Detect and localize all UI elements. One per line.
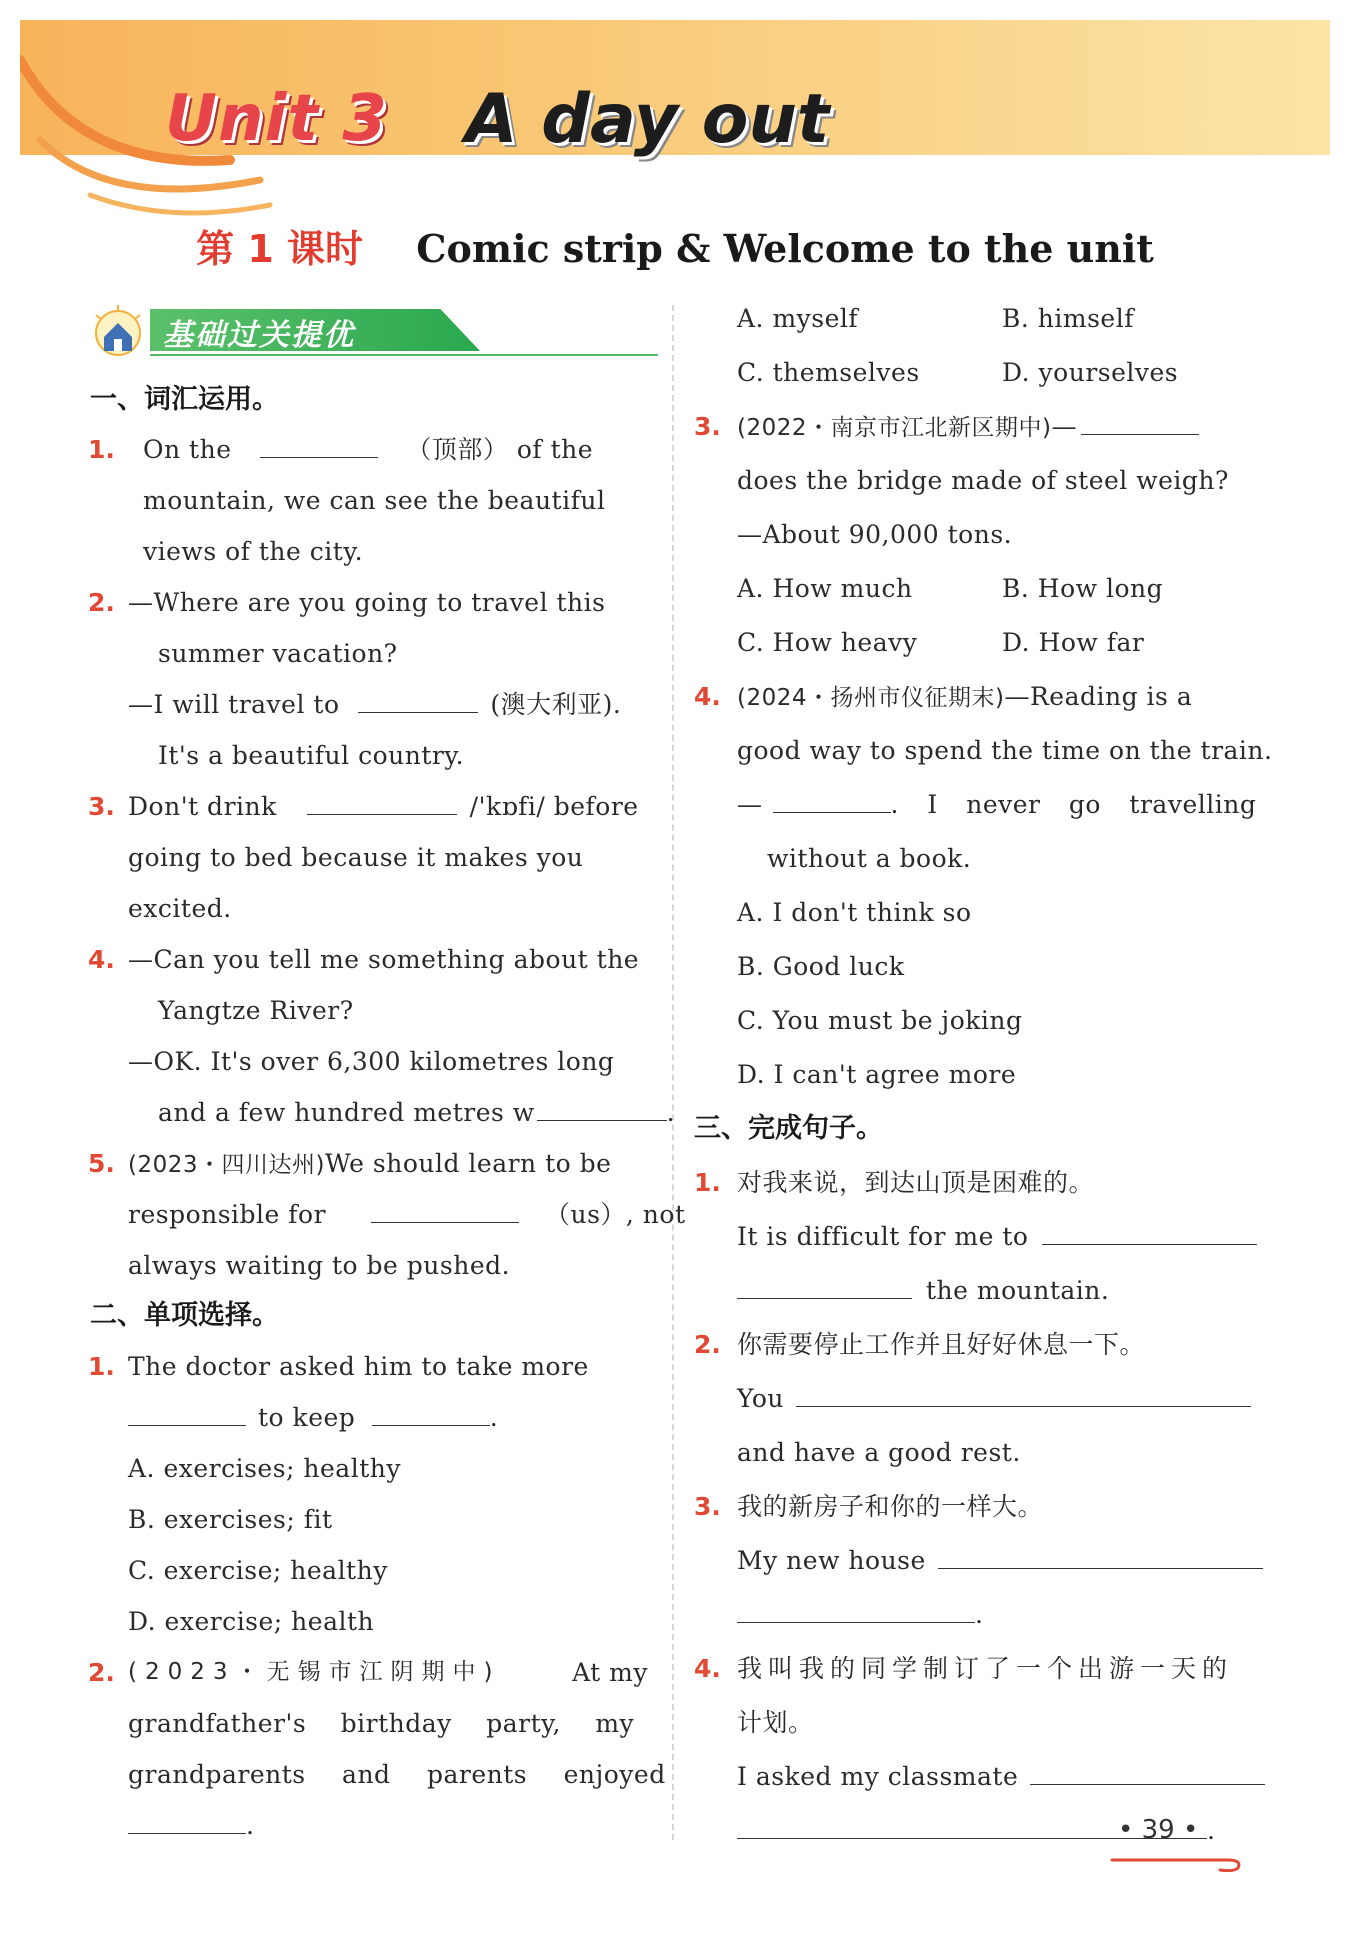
option-c[interactable]: C. themselves [737,358,920,387]
question-line: —About 90,000 tons. [737,520,1013,549]
option-a[interactable]: A. I don't think so [737,898,972,927]
question-line: excited. [128,894,232,923]
question-line [128,1647,648,1698]
answer-blank[interactable] [1042,1214,1257,1245]
question-line: grandparents and parents enjoyed [128,1760,666,1789]
question-line: always waiting to be pushed. [128,1251,511,1280]
question-number: 4. [694,682,721,711]
question-line [737,779,1256,830]
section-2-title: 二、单项选择。 [90,1300,279,1331]
option-a[interactable]: A. How much [737,574,913,603]
right-column [672,0,1350,1946]
question-line: without a book. [767,844,972,873]
question-line: and have a good rest. [737,1438,1021,1467]
unit-label: Unit 3 [165,82,388,156]
question-line: It's a beautiful country. [158,741,465,770]
text: It is difficult for me to [737,1222,1029,1251]
question-line: mountain, we can see the beautiful [143,486,606,515]
text: We should learn to be [324,1149,612,1178]
text: responsible for [128,1200,327,1229]
question-line: —Where are you going to travel this [128,588,606,617]
question-line [737,671,1192,724]
answer-blank[interactable] [737,1268,912,1299]
answer-blank[interactable] [307,784,457,815]
question-number: 2. [88,588,115,617]
option-b[interactable]: B. Good luck [737,952,905,981]
text: —I will travel to [128,690,340,719]
chinese-prompt: 我叫我的同学制订了一个出游一天的 [737,1654,1234,1683]
text: （us）, not [544,1200,686,1229]
text: At my [572,1658,648,1687]
question-line [737,1373,1251,1424]
text: . [666,1098,676,1127]
text: — [1051,412,1077,441]
question-line [737,1265,1109,1316]
question-line [128,781,639,832]
option-d[interactable]: D. I can't agree more [737,1060,1017,1089]
question-line [143,424,593,475]
chinese-prompt: 我的新房子和你的一样大。 [737,1492,1044,1521]
option-d[interactable]: D. How far [1002,628,1145,657]
text: the mountain. [926,1276,1110,1305]
option-a[interactable]: A. myself [737,304,859,333]
unit-title: A day out [465,80,830,159]
question-line [128,1392,498,1443]
text: . [975,1600,984,1629]
option-c[interactable]: C. How heavy [737,628,918,657]
option-c[interactable]: C. You must be joking [737,1006,1023,1035]
answer-blank[interactable] [796,1376,1251,1407]
text: to keep [258,1403,356,1432]
question-line: Yangtze River? [158,996,354,1025]
question-line: views of the city. [143,537,364,566]
question-line [737,1589,983,1640]
answer-blank[interactable] [372,1395,490,1426]
option-b[interactable]: B. exercises; fit [128,1505,333,1534]
question-number: 1. [694,1168,721,1197]
option-d[interactable]: D. exercise; health [128,1607,375,1636]
answer-blank[interactable] [737,1592,975,1623]
text: You [737,1384,784,1413]
question-line: —Can you tell me something about the [128,945,640,974]
answer-blank[interactable] [128,1395,246,1426]
text: On the [143,435,232,464]
question-line [737,1751,1265,1802]
question-number: 3. [694,412,721,441]
source-note: (2023・无锡市江阴期中) [128,1659,501,1685]
question-line: The doctor asked him to take more [128,1352,589,1381]
answer-blank[interactable] [260,427,378,458]
source-note: (2024・扬州市仪征期末) [737,685,1005,711]
question-line [737,1535,1263,1586]
text: and a few hundred metres w [158,1098,535,1127]
question-number: 4. [88,945,115,974]
source-note: (2023・四川达州) [128,1152,325,1178]
question-number: 4. [694,1654,721,1683]
text: . [489,1403,499,1432]
question-line: does the bridge made of steel weigh? [737,466,1229,495]
question-number: 2. [694,1330,721,1359]
option-a[interactable]: A. exercises; healthy [128,1454,401,1483]
question-line: good way to spend the time on the train. [737,736,1273,765]
option-d[interactable]: D. yourselves [1002,358,1179,387]
question-line: —OK. It's over 6,300 kilometres long [128,1047,615,1076]
answer-blank[interactable] [1081,404,1199,435]
answer-blank[interactable] [358,682,478,713]
answer-blank[interactable] [1030,1754,1265,1785]
chinese-prompt: 对我来说，到达山顶是困难的。 [737,1168,1095,1197]
answer-blank[interactable] [938,1538,1263,1569]
text: — [737,790,763,819]
question-line: going to bed because it makes you [128,843,584,872]
question-line [158,1087,675,1138]
question-line: summer vacation? [158,639,398,668]
question-number: 1. [88,1352,115,1381]
text: . I never go travelling [890,790,1257,819]
tag-label: 基础过关提优 [163,318,355,353]
answer-blank[interactable] [371,1192,519,1223]
section-1-title: 一、词汇运用。 [90,384,279,415]
lesson-title: Comic strip & Welcome to the unit [416,226,1154,271]
question-line [128,679,621,730]
text: My new house [737,1546,926,1575]
question-line [737,1211,1257,1262]
question-number: 3. [694,1492,721,1521]
question-line [128,1138,611,1191]
question-number: 3. [88,792,115,821]
text: /'kɒfi/ before [469,792,639,821]
text: —Reading is a [1004,682,1193,711]
source-note: (2022・南京市江北新区期中) [737,415,1052,441]
chinese-prompt: 计划。 [737,1708,814,1737]
text: . [1207,1816,1216,1845]
lesson-number: 第 1 课时 [196,227,364,271]
option-c[interactable]: C. exercise; healthy [128,1556,388,1585]
answer-blank[interactable] [128,1803,246,1834]
text: （顶部） of the [406,435,594,464]
question-line: grandfather's birthday party, my [128,1709,635,1738]
question-line [737,401,1199,454]
text: I asked my classmate [737,1762,1019,1791]
answer-blank[interactable] [537,1090,667,1121]
text: . [246,1811,255,1840]
question-number: 2. [88,1658,115,1687]
answer-blank[interactable] [773,782,891,813]
arrow-icon [1110,1850,1245,1872]
page-number: • 39 • [1118,1815,1199,1845]
question-line [128,1800,254,1851]
chinese-prompt: 你需要停止工作并且好好休息一下。 [737,1330,1146,1359]
option-b[interactable]: B. How long [1002,574,1164,603]
option-b[interactable]: B. himself [1002,304,1134,333]
text: Don't drink [128,792,277,821]
text: (澳大利亚). [490,690,622,719]
question-number: 1. [88,435,115,464]
question-line [128,1189,686,1240]
question-number: 5. [88,1149,115,1178]
section-3-title: 三、完成句子。 [694,1113,883,1144]
